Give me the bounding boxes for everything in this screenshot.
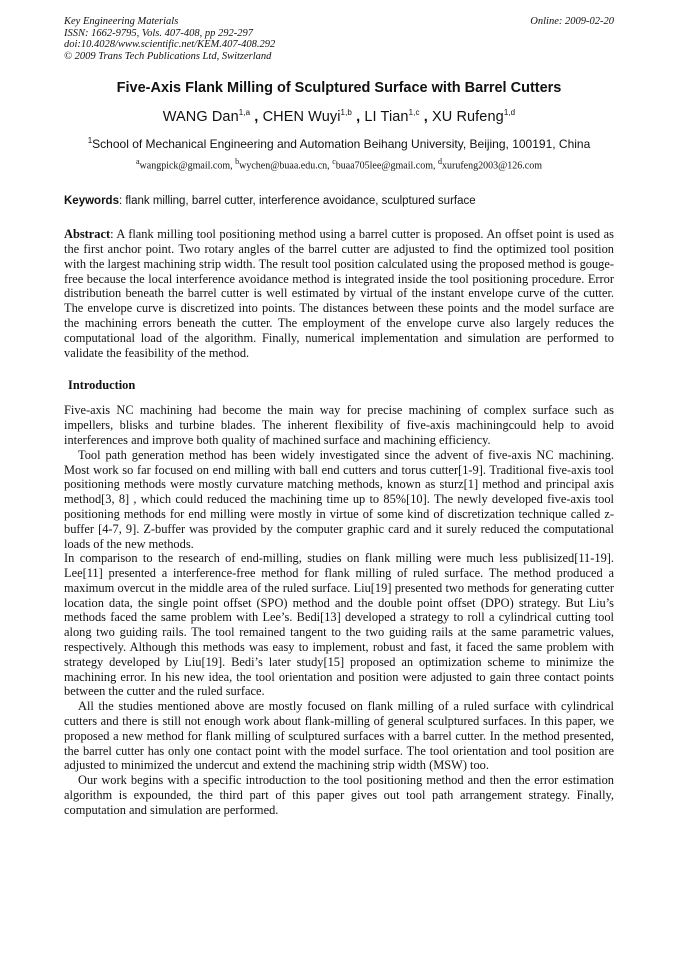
- abstract-text: : A flank milling tool positioning method using a barrel cutter is proposed. An offset point is used as the first anchor point. Two rotary angles of the barrel cutter are adjusted to find the optimized tool position with the largest machining strip width. The result tool position calculated using the proposed method is gouge-free because the local interference avoidance method is integrated inside the tool positioning procedure. Error distribution beneath the barrel cutter is well estimated by virtual of the instant envelope curve of the cutter. The envelope curve is discretized into points. The distances between these points and the model surface are the machining errors beneath the cutter. The employment of the envelope curve also largely reduces the computational load of the algorithm. Finally, numerical implementation and simulation are performed to validate the feasibility of the method.: [64, 227, 614, 360]
- email-address: wangpick@gmail.com,: [139, 160, 233, 172]
- author-sup: 1,c: [408, 108, 420, 117]
- email-address: buaa705lee@gmail.com,: [335, 160, 436, 172]
- paragraph: Tool path generation method has been widely investigated since the advent of five-axis NC machining. Most work so far focused on end milling with ball end cutters and torus cutter[1-9]. Traditional five-axis tool positioning methods were mostly curvature matching methods, known as sturz[1] method and principal axis method[3, 8] , which could reduced the machining time up to 85%[10]. The newly developed five-axis tool positioning methods for end milling were mostly in virtue of some kind of discretization technique called z-buffer [4-7, 9]. Z-buffer was provided by the computer graphic card and it surely reduced the computational loads of the new methods.: [64, 447, 614, 551]
- author-name: WANG Dan: [162, 108, 239, 125]
- doi-line: doi:10.4028/www.scientific.net/KEM.407-408.292: [64, 39, 276, 50]
- email-sup: d: [437, 156, 442, 166]
- affiliation-sup: 1: [87, 135, 93, 145]
- keywords-label: Keywords: [64, 195, 119, 208]
- abstract: [64, 227, 614, 360]
- email-sup: a: [135, 156, 140, 166]
- author-sup: 1,d: [503, 108, 516, 117]
- copyright-line: © 2009 Trans Tech Publications Ltd, Switzerland: [64, 50, 272, 62]
- keywords: [64, 195, 614, 207]
- keywords-text: : flank milling, barrel cutter, interference avoidance, sculptured surface: [118, 195, 476, 208]
- abstract-label: Abstract: [64, 227, 111, 242]
- email-address: wychen@buaa.edu.cn,: [239, 160, 330, 172]
- email-address: xurufeng2003@126.com: [441, 160, 543, 172]
- author-name: XU Rufeng: [431, 108, 504, 125]
- journal-name: Key Engineering Materials: [64, 16, 179, 27]
- author-name: CHEN Wuyi: [262, 108, 341, 125]
- paper-title: Five-Axis Flank Milling of Sculptured Surface with Barrel Cutters: [116, 80, 562, 96]
- journal-header: [64, 16, 614, 62]
- paragraph: In comparison to the research of end-milling, studies on flank milling were much less publisized[11-19]. Lee[11] presented a interference-free method for flank milling of ruled surface. The method produced a maximum overcut in the middle area of the ruled surface. Liu[19] presented two methods for generating cutter location data, the single point offset (SPO) method and the double point offset (DPO) strategy. But Liu’s methods faced the same problem with Lee’s. Bedi[13] developed a strategy to roll a cylindrical cutting tool along two guiding rails. The tool remained tangent to the two guiding rails at the same parametric values, respectively. Although this methods was easy to implement, robust and fast, it faced the same problem with strategy developed by Liu[19]. Bedi’s later study[15] proposed an optimization scheme to minimize the machining error. In his new idea, the tool orientation and position were adjusted to gain three contact points between the cutter and the ruled surface.: [64, 551, 614, 699]
- issn-line: ISSN: 1662-9795, Vols. 407-408, pp 292-297: [64, 27, 253, 39]
- email-sup: c: [332, 156, 336, 166]
- paragraph: Five-axis NC machining had become the main way for precise machining of complex surface such as impellers, blisks and turbine blades. The inherent flexibility of five-axis machiningcould help to avoid interferences and improve both quality of machined surface and machining efficiency.: [64, 403, 614, 447]
- author-sup: 1,b: [340, 108, 352, 117]
- author-sup: 1,a: [238, 108, 251, 117]
- affiliation: [64, 136, 614, 151]
- email-list: [64, 157, 614, 171]
- introduction-body: [64, 403, 614, 817]
- paragraph: All the studies mentioned above are mostly focused on flank milling of a ruled surface with cylindrical cutters and there is still not enough work about flank-milling of general sculptured surfaces. In this paper, we proposed a new method for flank milling of sculptured surfaces with a barrel cutter. In the method presented, the barrel cutter has only one contact point with the model surface. The tool orientation and tool position are adjusted to minimized the undercut and extend the machining strip width (MSW) too.: [64, 699, 614, 773]
- email-sup: b: [235, 156, 240, 166]
- paragraph: Our work begins with a specific introduction to the tool positioning method and then the error estimation algorithm is expounded, the third part of this paper gives out tool path arrangement strategy. Finally, computation and simulation are performed.: [64, 773, 614, 817]
- author-list: WANG Dan$^{1,a}$ , CHEN Wuyi$^{1,b}$ , LI Tian$^{1,c}$ , XU Rufeng$^{1,d}$: [162, 108, 516, 125]
- author-name: LI Tian: [364, 108, 409, 125]
- affiliation-text: School of Mechanical Engineering and Automation Beihang University, Beijing, 100191, China: [92, 136, 591, 151]
- introduction-heading: Introduction: [68, 378, 136, 393]
- online-date: Online: 2009-02-20: [530, 16, 614, 27]
